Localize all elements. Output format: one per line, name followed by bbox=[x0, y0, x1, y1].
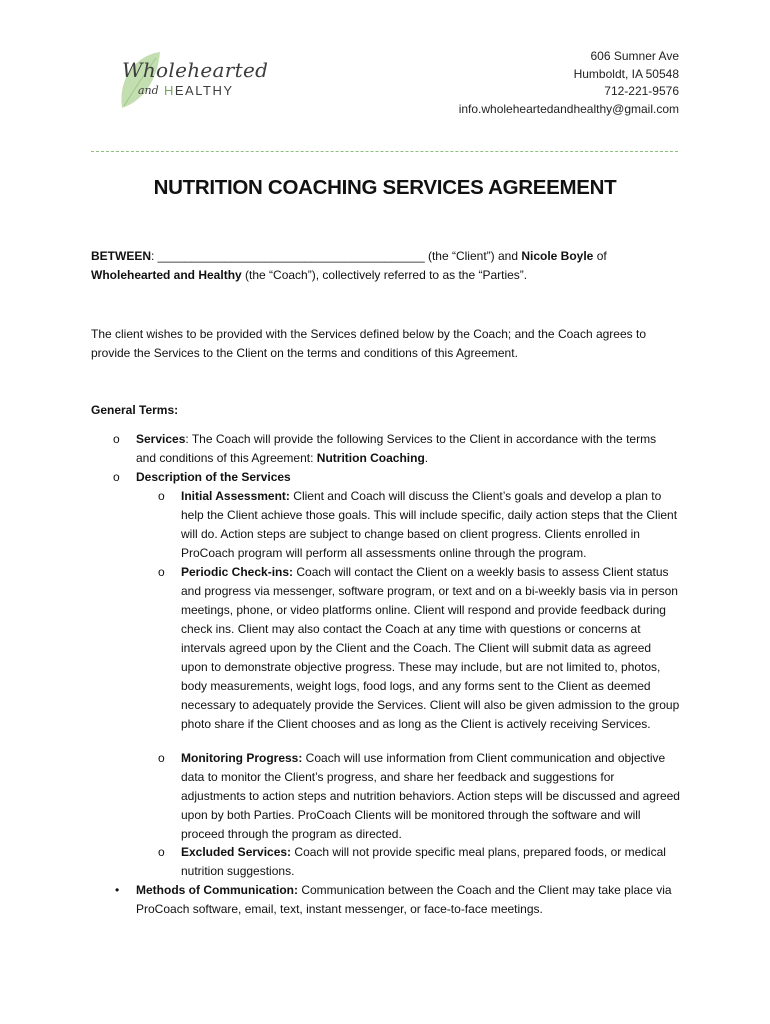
list-item bbox=[181, 487, 681, 563]
item-text: Coach will use information from Client communication and objective data to monitor the Client’s progress, and share her feedback and suggestions for adjustments to action steps and nutrition behaviors. Action steps will be discussed and agreed upon by both Parties. ProCoach Clients will be monitored through the software and will proceed through the program as directed. bbox=[181, 751, 680, 841]
service-name: Nutrition Coaching bbox=[316, 451, 425, 465]
between-label: BETWEEN bbox=[91, 249, 151, 263]
logo-and: and bbox=[138, 84, 159, 97]
list-marker: o bbox=[158, 565, 165, 579]
list-item bbox=[181, 843, 681, 881]
company-name: Wholehearted and Healthy bbox=[91, 268, 242, 282]
list-marker: o bbox=[113, 470, 120, 484]
parties-text: (the “Coach”), collectively referred to as the “Parties”. bbox=[241, 268, 528, 282]
client-text: (the “Client”) and bbox=[424, 249, 522, 263]
logo-ealthy: EALTHY bbox=[174, 83, 234, 98]
logo-wordmark-healthy bbox=[164, 83, 234, 98]
list-bullet: • bbox=[115, 883, 120, 897]
client-name-blank: : ________________________________________ bbox=[151, 249, 425, 263]
item-text: Client and Coach will discuss the Client’s goals and develop a plan to help the Client achieve those goals. This will include specific, daily action steps that the Client will do. Action steps are subject to change based on client progress. Clients enrolled in ProCoach program will perform all assessments online through the program. bbox=[181, 489, 678, 560]
address-street: 606 Sumner Ave bbox=[590, 49, 679, 63]
item-label: Excluded Services: bbox=[181, 845, 292, 859]
item-text: Coach will contact the Client on a weekly basis to assess Client status and progress via messenger, software program, or text and on a bi-weekly basis via in person meetings, phone, or video platforms online. Client will respond and provide feedback during check ins. Client may also contact the Coach at any time with questions or concerns at intervals agreed upon by the Client and the Coach. The Client will submit data as agreed upon to demonstrate objective progress. These may include, but are not limited to, photos, body measurements, weight logs, food logs, and any forms sent to the Client as deemed necessary to adequately provide the Services. Client will also be given admission to the group photo share if the Client chooses and as long as the Client is actively receiving Services. bbox=[181, 565, 680, 731]
company-logo bbox=[116, 50, 269, 114]
communication-item bbox=[136, 881, 681, 919]
item-text: Coach will not provide specific meal plans, prepared foods, or medical nutrition suggestions. bbox=[181, 845, 666, 878]
communication-text: Communication between the Coach and the Client may take place via ProCoach software, email, text, instant messenger, or face-to-face meetings. bbox=[136, 883, 672, 916]
item-label: Initial Assessment: bbox=[181, 489, 290, 503]
header-divider bbox=[91, 151, 678, 152]
services-item bbox=[136, 430, 676, 468]
document-title: NUTRITION COACHING SERVICES AGREEMENT bbox=[153, 176, 617, 199]
coach-name: Nicole Boyle bbox=[521, 249, 594, 263]
contact-address bbox=[459, 48, 679, 118]
of-text: of bbox=[593, 249, 607, 263]
description-heading: Description of the Services bbox=[136, 470, 291, 484]
list-marker: o bbox=[158, 845, 165, 859]
item-label: Monitoring Progress: bbox=[181, 751, 303, 765]
logo-wordmark-script: Wholehearted bbox=[122, 58, 269, 82]
communication-label: Methods of Communication: bbox=[136, 883, 298, 897]
intro-paragraph: The client wishes to be provided with the Services defined below by the Coach; and the Coach agrees to provide the Services to the Client on the terms and conditions of this Agreement. bbox=[91, 327, 646, 360]
services-text: : The Coach will provide the following Services to the Client in accordance with the terms and conditions of this Agreement: bbox=[136, 432, 657, 465]
address-phone: 712-221-9576 bbox=[604, 84, 679, 98]
list-marker: o bbox=[158, 751, 165, 765]
parties-paragraph bbox=[91, 247, 681, 285]
address-email: info.wholeheartedandhealthy@gmail.com bbox=[458, 101, 679, 116]
list-item bbox=[181, 563, 681, 734]
list-marker: o bbox=[158, 489, 165, 503]
address-city: Humboldt, IA 50548 bbox=[573, 66, 679, 81]
general-terms-heading: General Terms: bbox=[91, 403, 179, 417]
item-label: Periodic Check-ins: bbox=[181, 565, 294, 579]
list-item bbox=[181, 749, 681, 844]
services-label: Services bbox=[136, 432, 186, 446]
services-end: . bbox=[424, 451, 429, 465]
list-marker: o bbox=[113, 432, 120, 446]
logo-h: H bbox=[164, 83, 175, 98]
